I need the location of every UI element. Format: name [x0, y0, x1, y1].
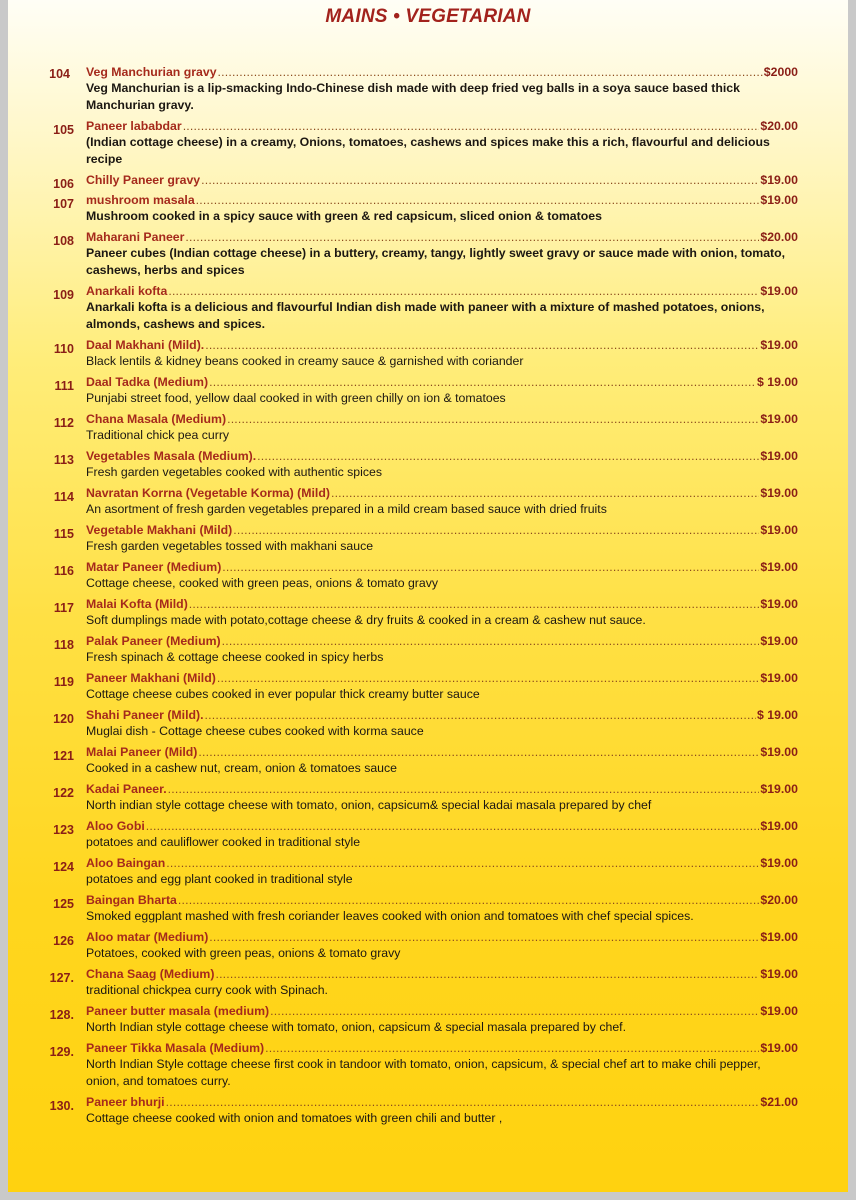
- item-header: [86, 337, 798, 353]
- dot-leader: [205, 337, 759, 353]
- item-description: Cooked in a cashew nut, cream, onion & tomatoes sauce: [86, 761, 398, 775]
- item-name: Chana Saag (Medium): [86, 967, 215, 981]
- item-name: Baingan Bharta: [86, 893, 177, 907]
- menu-item: [8, 855, 848, 888]
- item-header: [86, 707, 798, 723]
- item-name: mushroom masala: [86, 193, 195, 207]
- item-number: 126: [53, 934, 74, 948]
- menu-item: [8, 448, 848, 481]
- menu-item: [8, 485, 848, 518]
- item-name: Veg Manchurian gravy: [86, 65, 217, 79]
- item-header: [86, 118, 798, 134]
- item-header: [86, 64, 798, 80]
- item-description: Mushroom cooked in a spicy sauce with green & red capsicum, sliced onion & tomatoes: [86, 209, 602, 223]
- menu-item: [8, 596, 848, 629]
- item-name: Anarkali kofta: [86, 284, 168, 298]
- item-price: $19.00: [760, 449, 798, 463]
- item-description: North Indian Style cottage cheese first cook in tandoor with tomato, onion, capsicum, & special chef art to make chili pepper, onion, and tomatoes curry.: [86, 1057, 761, 1088]
- item-description: Fresh spinach & cottage cheese cooked in spicy herbs: [86, 650, 384, 664]
- item-number: 113: [53, 453, 74, 467]
- dot-leader: [166, 1094, 760, 1110]
- menu-item: [8, 192, 848, 225]
- dot-leader: [166, 855, 759, 871]
- item-price: $20.00: [760, 893, 798, 907]
- item-header: [86, 892, 798, 908]
- menu-item: [8, 118, 848, 168]
- item-price: $ 19.00: [756, 375, 798, 389]
- item-header: [86, 596, 798, 612]
- item-header: [86, 485, 798, 501]
- item-header: [86, 855, 798, 871]
- item-name: Kadai Paneer.: [86, 782, 167, 796]
- item-description: (Indian cottage cheese) in a creamy, Onions, tomatoes, cashews and spices make this a rich, flavourful and delicious recipe: [86, 135, 770, 166]
- menu-item: [8, 1003, 848, 1036]
- item-price: $19.00: [760, 967, 798, 981]
- item-description: Punjabi street food, yellow daal cooked in with green chilly on ion & tomatoes: [86, 391, 506, 405]
- item-number: 118: [53, 638, 74, 652]
- item-price: $20.00: [760, 230, 798, 244]
- item-number: 124: [53, 860, 74, 874]
- item-price: $19.00: [760, 1004, 798, 1018]
- item-name: Daal Tadka (Medium): [86, 375, 209, 389]
- menu-item: [8, 966, 848, 999]
- dot-leader: [183, 118, 760, 134]
- item-price: $19.00: [760, 856, 798, 870]
- item-header: [86, 522, 798, 538]
- dot-leader: [227, 411, 759, 427]
- item-header: [86, 670, 798, 686]
- item-number: 119: [53, 675, 74, 689]
- item-number: 105: [53, 123, 74, 137]
- item-number: 116: [53, 564, 74, 578]
- item-header: [86, 633, 798, 649]
- item-price: $20.00: [760, 119, 798, 133]
- item-description: Paneer cubes (Indian cottage cheese) in a buttery, creamy, tangy, lightly sweet gravy or sauce made with onion, tomato, cashews, herbs and spices: [86, 246, 786, 277]
- dot-leader: [146, 818, 760, 834]
- dot-leader: [205, 707, 756, 723]
- dot-leader: [222, 559, 759, 575]
- item-number: 108: [53, 234, 74, 248]
- menu-item: [8, 283, 848, 333]
- item-name: Paneer Makhani (Mild): [86, 671, 216, 685]
- menu-item: [8, 374, 848, 407]
- item-name: Shahi Paneer (Mild).: [86, 708, 204, 722]
- item-name: Chana Masala (Medium): [86, 412, 227, 426]
- item-name: Aloo Baingan: [86, 856, 166, 870]
- item-name: Vegetable Makhani (Mild): [86, 523, 233, 537]
- item-number: 110: [53, 342, 74, 356]
- dot-leader: [215, 966, 759, 982]
- item-description: potatoes and egg plant cooked in traditional style: [86, 872, 353, 886]
- item-header: [86, 229, 798, 245]
- item-description: Soft dumplings made with potato,cottage cheese & dry fruits & cooked in a cream & cashew nut sauce.: [86, 613, 646, 627]
- item-name: Paneer lababdar: [86, 119, 182, 133]
- dot-leader: [331, 485, 759, 501]
- item-header: [86, 411, 798, 427]
- item-price: $19.00: [760, 671, 798, 685]
- dot-leader: [196, 192, 760, 208]
- item-name: Matar Paneer (Medium): [86, 560, 222, 574]
- dot-leader: [222, 633, 760, 649]
- item-header: [86, 1094, 798, 1110]
- item-number: 111: [54, 379, 74, 393]
- dot-leader: [257, 448, 759, 464]
- dot-leader: [201, 172, 759, 188]
- page-title: MAINS • VEGETARIAN: [325, 6, 531, 27]
- item-price: $19.00: [760, 338, 798, 352]
- dot-leader: [189, 596, 760, 612]
- menu-item: [8, 172, 848, 191]
- item-header: [86, 929, 798, 945]
- item-price: $19.00: [760, 173, 798, 187]
- item-description: Cottage cheese cubes cooked in ever popular thick creamy butter sauce: [86, 687, 480, 701]
- menu-page: [8, 0, 848, 1192]
- item-number: 123: [53, 823, 74, 837]
- menu-item: [8, 707, 848, 740]
- item-name: Paneer Tikka Masala (Medium): [86, 1041, 265, 1055]
- item-header: [86, 1040, 798, 1056]
- menu-item: [8, 559, 848, 592]
- item-price: $19.00: [760, 486, 798, 500]
- item-header: [86, 966, 798, 982]
- item-description: North indian style cottage cheese with tomato, onion, capsicum& special kadai masala prepared by chef: [86, 798, 652, 812]
- dot-leader: [198, 744, 759, 760]
- item-header: [86, 781, 798, 797]
- item-price: $19.00: [760, 597, 798, 611]
- item-price: $19.00: [760, 560, 798, 574]
- item-description: North Indian style cottage cheese with tomato, onion, capsicum & special masala prepared by chef.: [86, 1020, 626, 1034]
- item-header: [86, 559, 798, 575]
- dot-leader: [233, 522, 759, 538]
- item-number: 107: [53, 197, 74, 211]
- item-number: 115: [53, 527, 74, 541]
- item-header: [86, 283, 798, 299]
- item-price: $2000: [763, 65, 798, 79]
- item-description: Potatoes, cooked with green peas, onions & tomato gravy: [86, 946, 401, 960]
- item-price: $19.00: [760, 634, 798, 648]
- menu-item: [8, 781, 848, 814]
- dot-leader: [265, 1040, 759, 1056]
- menu-item: [8, 818, 848, 851]
- item-name: Malai Kofta (Mild): [86, 597, 188, 611]
- item-number: 121: [53, 749, 74, 763]
- dot-leader: [218, 64, 763, 80]
- item-header: [86, 1003, 798, 1019]
- item-number: 122: [53, 786, 74, 800]
- item-description: potatoes and cauliflower cooked in traditional style: [86, 835, 361, 849]
- item-price: $19.00: [760, 745, 798, 759]
- item-header: [86, 818, 798, 834]
- item-description: Anarkali kofta is a delicious and flavourful Indian dish made with paneer with a mixture of mashed potatoes, onions, almonds, cashews and spices.: [86, 300, 765, 331]
- item-name: Maharani Paneer: [86, 230, 185, 244]
- item-price: $19.00: [760, 1041, 798, 1055]
- menu-item: [8, 522, 848, 555]
- item-header: [86, 374, 798, 390]
- menu-item: [8, 337, 848, 370]
- menu-item: [8, 892, 848, 925]
- menu-item: [8, 670, 848, 703]
- item-name: Daal Makhani (Mild).: [86, 338, 205, 352]
- item-number: 128.: [49, 1008, 74, 1022]
- dot-leader: [168, 283, 759, 299]
- dot-leader: [209, 374, 756, 390]
- menu-item: [8, 1094, 848, 1127]
- item-number: 125: [53, 897, 74, 911]
- item-description: An asortment of fresh garden vegetables prepared in a mild cream based sauce with dried fruits: [86, 502, 607, 516]
- item-number: 114: [53, 490, 74, 504]
- item-description: traditional chickpea curry cook with Spinach.: [86, 983, 328, 997]
- item-name: Paneer bhurji: [86, 1095, 165, 1109]
- item-header: [86, 744, 798, 760]
- item-description: Fresh garden vegetables cooked with authentic spices: [86, 465, 382, 479]
- menu-list: [8, 64, 848, 1131]
- item-description: Muglai dish - Cottage cheese cubes cooked with korma sauce: [86, 724, 424, 738]
- item-price: $19.00: [760, 412, 798, 426]
- item-description: Smoked eggplant mashed with fresh coriander leaves cooked with onion and tomatoes with chef special spices.: [86, 909, 694, 923]
- item-name: Malai Paneer (Mild): [86, 745, 198, 759]
- item-number: 104: [49, 67, 70, 81]
- item-price: $19.00: [760, 930, 798, 944]
- item-description: Veg Manchurian is a lip-smacking Indo-Chinese dish made with deep fried veg balls in a soya sauce based thick Manchurian gravy.: [86, 81, 740, 112]
- dot-leader: [270, 1003, 759, 1019]
- menu-item: [8, 1040, 848, 1090]
- item-description: Cottage cheese cooked with onion and tomatoes with green chili and butter ,: [86, 1111, 503, 1125]
- item-price: $21.00: [760, 1095, 798, 1109]
- menu-item: [8, 929, 848, 962]
- item-name: Palak Paneer (Medium): [86, 634, 221, 648]
- item-number: 127.: [49, 971, 74, 985]
- menu-item: [8, 411, 848, 444]
- dot-leader: [217, 670, 760, 686]
- item-price: $19.00: [760, 284, 798, 298]
- item-name: Aloo Gobi: [86, 819, 145, 833]
- menu-item: [8, 229, 848, 279]
- item-number: 112: [53, 416, 74, 430]
- dot-leader: [185, 229, 759, 245]
- menu-item: [8, 64, 848, 114]
- item-name: Paneer butter masala (medium): [86, 1004, 270, 1018]
- item-number: 109: [53, 288, 74, 302]
- item-number: 130.: [49, 1099, 74, 1113]
- item-number: 129.: [49, 1045, 74, 1059]
- item-name: Aloo matar (Medium): [86, 930, 209, 944]
- item-name: Chilly Paneer gravy: [86, 173, 201, 187]
- dot-leader: [168, 781, 760, 797]
- item-header: [86, 172, 798, 188]
- item-number: 120: [53, 712, 74, 726]
- item-number: 117: [53, 601, 74, 615]
- item-header: [86, 192, 798, 208]
- item-number: 106: [53, 177, 74, 191]
- item-price: $19.00: [760, 819, 798, 833]
- menu-item: [8, 633, 848, 666]
- item-name: Navratan Korrna (Vegetable Korma) (Mild): [86, 486, 330, 500]
- item-description: Cottage cheese, cooked with green peas, onions & tomato gravy: [86, 576, 439, 590]
- item-description: Traditional chick pea curry: [86, 428, 230, 442]
- item-description: Fresh garden vegetables tossed with makhani sauce: [86, 539, 374, 553]
- dot-leader: [209, 929, 759, 945]
- item-header: [86, 448, 798, 464]
- dot-leader: [178, 892, 759, 908]
- item-price: $ 19.00: [756, 708, 798, 722]
- item-price: $19.00: [760, 523, 798, 537]
- item-name: Vegetables Masala (Medium).: [86, 449, 257, 463]
- item-price: $19.00: [760, 193, 798, 207]
- item-price: $19.00: [760, 782, 798, 796]
- item-description: Black lentils & kidney beans cooked in creamy sauce & garnished with coriander: [86, 354, 524, 368]
- menu-item: [8, 744, 848, 777]
